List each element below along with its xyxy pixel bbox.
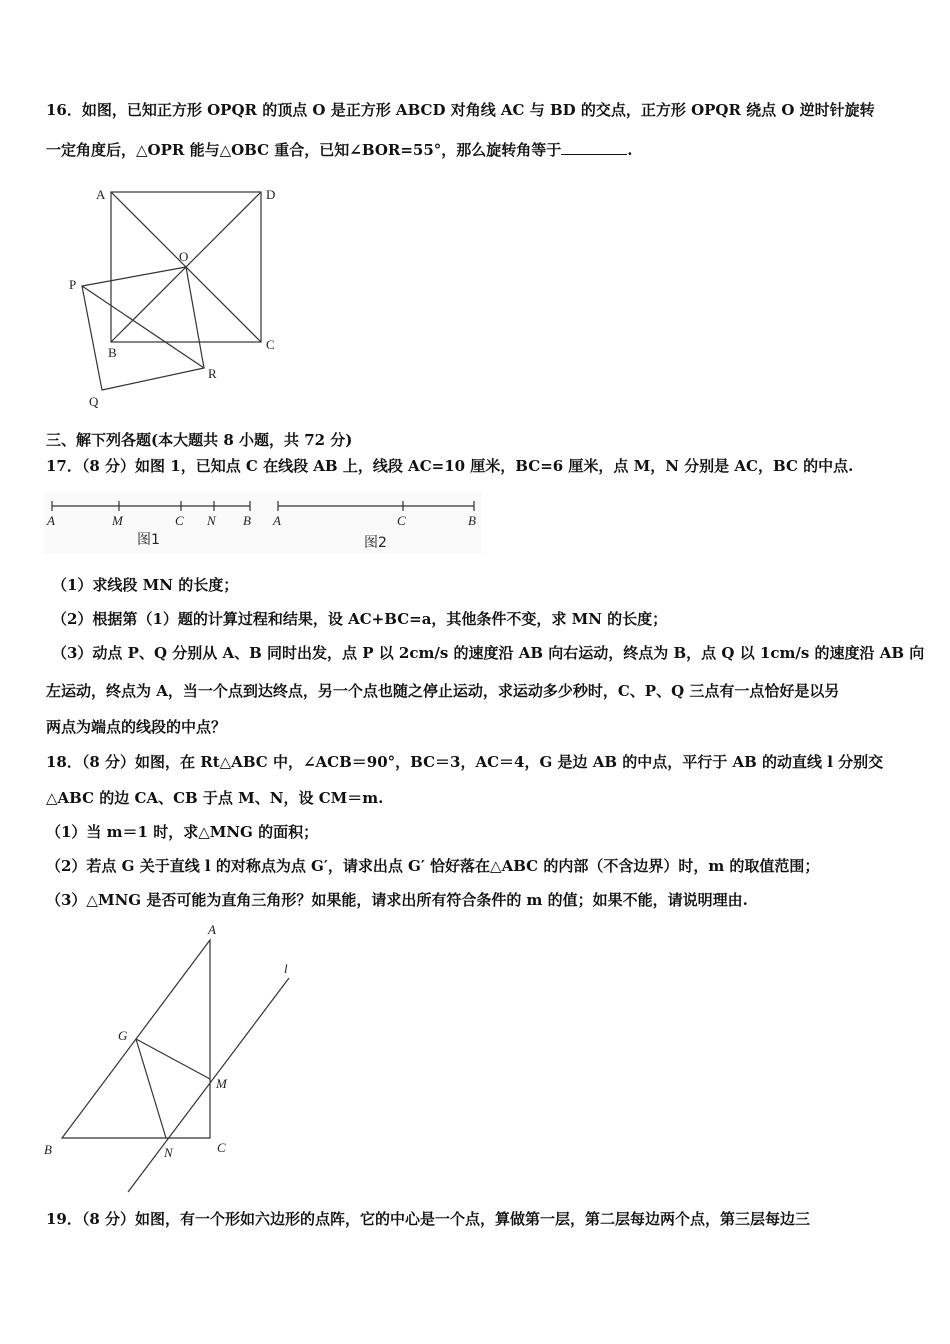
q19-stem: 19．（8 分）如图，有一个形如六边形的点阵，它的中心是一个点，算做第一层，第二层每边两个点，第三层每边三 xyxy=(46,1210,811,1228)
q17-stem: 17．（8 分）如图 1，已知点 C 在线段 AB 上，线段 AC=10 厘米，BC=6 厘米，点 M，N 分别是 AC，BC 的中点. xyxy=(46,457,854,475)
label-C: C xyxy=(217,1140,226,1155)
q17-part2: （2）根据第（1）题的计算过程和结果，设 AC+BC=a，其他条件不变，求 MN 的长度； xyxy=(52,610,668,628)
fig2-label-C: C xyxy=(397,513,406,528)
q18-stem-line1: 18．（8 分）如图，在 Rt△ABC 中，∠ACB＝90°，BC＝3，AC＝4，G 是边 AB 的中点，平行于 AB 的动直线 l 分别交 xyxy=(46,753,884,771)
label-A: A xyxy=(96,187,106,202)
label-G: G xyxy=(118,1028,128,1043)
fig1-label-B: B xyxy=(243,513,251,528)
q18-part3: （3）△MNG 是否可能为直角三角形？如果能，请求出所有符合条件的 m 的值；如果不能，请说明理由. xyxy=(46,891,748,909)
fig2-label-A: A xyxy=(273,513,281,528)
fig2-label-B: B xyxy=(468,513,476,528)
fig1-label-C: C xyxy=(175,513,184,528)
label-B: B xyxy=(44,1142,52,1157)
label-R: R xyxy=(208,366,217,381)
label-O: O xyxy=(179,249,189,264)
segment-gn xyxy=(136,1039,166,1138)
q17-part1: （1）求线段 MN 的长度； xyxy=(52,576,239,594)
q18-part2: （2）若点 G 关于直线 l 的对称点为点 G′，请求出点 G′ 恰好落在△ABC 的内部（不含边界）时，m 的取值范围； xyxy=(46,857,820,875)
segment-gm xyxy=(136,1039,210,1079)
label-l: l xyxy=(284,961,288,976)
label-A: A xyxy=(208,922,216,937)
label-C: C xyxy=(266,337,275,352)
q18-part1: （1）当 m＝1 时，求△MNG 的面积； xyxy=(46,823,319,841)
fig2-caption: 图2 xyxy=(364,535,387,551)
label-D: D xyxy=(266,187,276,202)
label-M: M xyxy=(216,1076,227,1091)
fig1-label-N: N xyxy=(207,513,216,528)
label-N: N xyxy=(164,1145,173,1160)
q16-line2-end: . xyxy=(627,141,633,159)
label-Q: Q xyxy=(89,394,99,409)
fig1-caption: 图1 xyxy=(137,532,160,548)
q17-part3-line3: 两点为端点的线段的中点？ xyxy=(46,718,227,736)
q17-part3-line2: 左运动，终点为 A，当一个点到达终点，另一个点也随之停止运动，求运动多少秒时，C、P、Q 三点有一点恰好是以另 xyxy=(46,682,840,700)
line-l xyxy=(128,978,289,1192)
fig1-label-M: M xyxy=(112,513,123,528)
q17-part3-line1: （3）动点 P、Q 分别从 A、B 同时出发，点 P 以 2cm/s 的速度沿 AB 向右运动，终点为 B，点 Q 以 1cm/s 的速度沿 AB 向 xyxy=(52,644,925,662)
q16-line1: 16．如图，已知正方形 OPQR 的顶点 O 是正方形 ABCD 对角线 AC 与 BD 的交点，正方形 OPQR 绕点 O 逆时针旋转 xyxy=(46,101,875,119)
q18-stem-line2: △ABC 的边 CA、CB 于点 M、N，设 CM＝m. xyxy=(46,789,384,807)
section-title: 三、解下列各题(本大题共 8 小题，共 72 分) xyxy=(46,431,353,449)
label-P: P xyxy=(69,277,77,292)
label-B: B xyxy=(108,345,117,360)
fig1-label-A: A xyxy=(47,513,55,528)
q16-line2-text: 一定角度后，△OPR 能与△OBC 重合，已知∠BOR=55°，那么旋转角等于 xyxy=(46,141,562,159)
